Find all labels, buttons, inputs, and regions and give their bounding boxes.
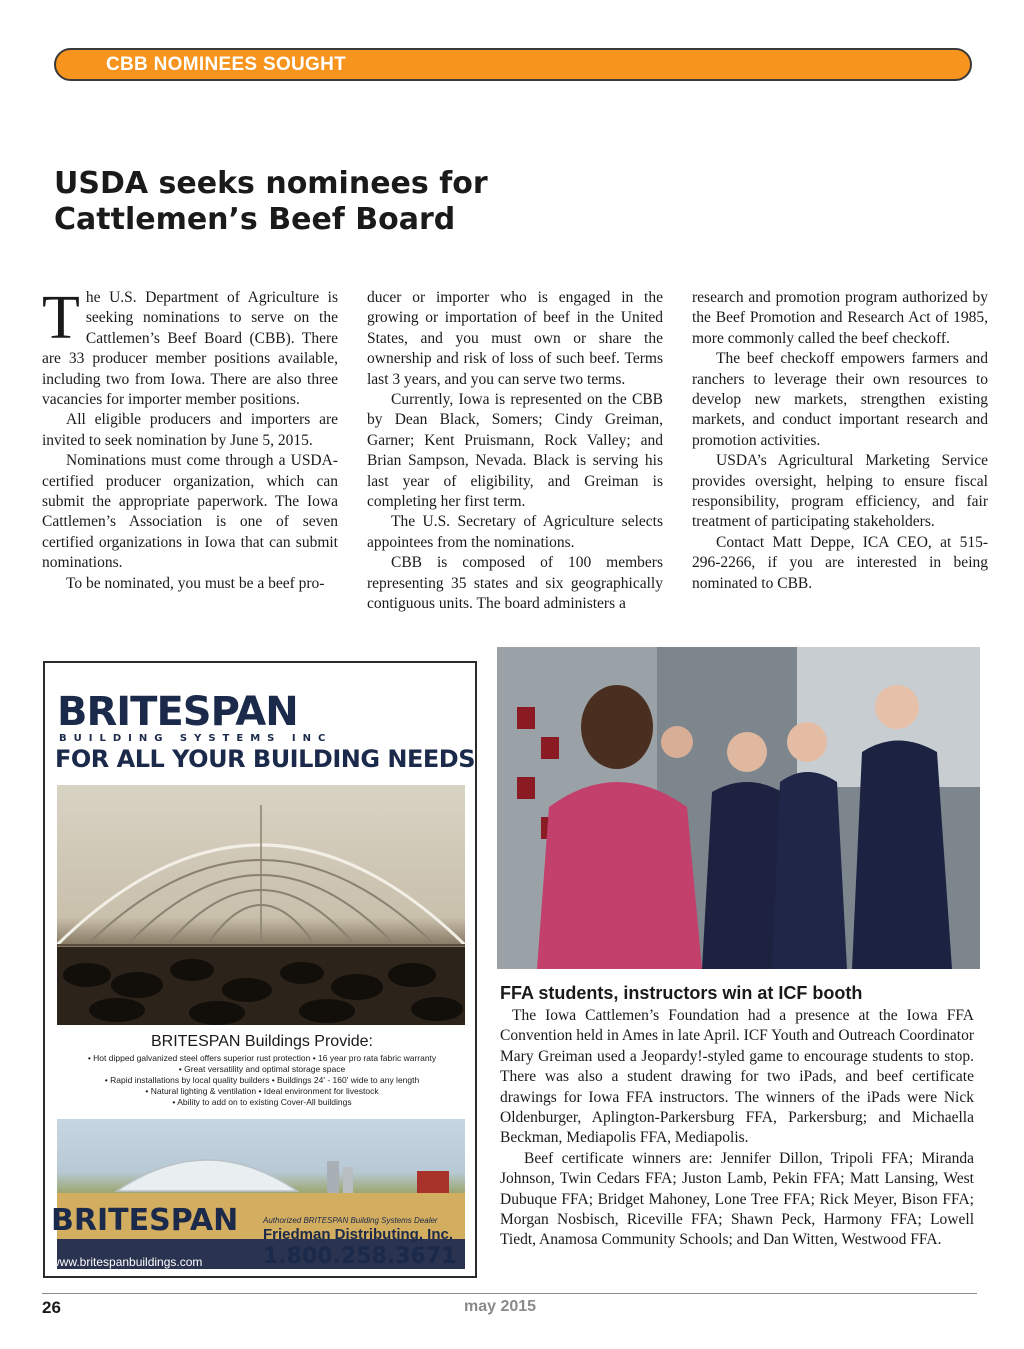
- sidebar-title: FFA students, instructors win at ICF booth: [500, 983, 863, 1003]
- article-paragraph: ducer or importer who is engaged in the growing or importation of beef in the United States, and you must own or share the ownership and risk of loss of such beef. Terms last 3 years, and you can serve two terms.: [367, 289, 663, 388]
- ad-tagline: FOR ALL YOUR BUILDING NEEDS: [55, 745, 475, 773]
- headline-line-1: USDA seeks nominees for: [54, 166, 488, 201]
- section-banner: [54, 48, 972, 81]
- barn-interior-illustration: [57, 785, 465, 1025]
- article-paragraph: [42, 284, 338, 410]
- ffa-students-illustration: [497, 647, 980, 969]
- dealer-name: Friedman Distributing, Inc.: [263, 1226, 454, 1243]
- sidebar-paragraph: The Iowa Cattlemen’s Foundation had a presence at the Iowa FFA Convention held in Ames in late April. ICF Youth and Outreach Coordinator Mary Greiman used a Jeopardy!-styled game to encourage students to stop. There was also a student drawing for two iPads, and beef certificate drawings for Iowa FFA instructors. The winners of the iPads were Nick Oldenburger, Aplington-Parkersburg FFA, Parkersburg; and Michaella Beckman, Mediapolis FFA, Mediapolis.: [500, 1007, 974, 1147]
- section-banner-label: CBB NOMINEES SOUGHT: [106, 54, 347, 75]
- ad-feature-line: • Natural lighting & ventilation • Ideal environment for livestock: [145, 1086, 379, 1096]
- article-paragraph: To be nominated, you must be a beef pro-: [66, 574, 325, 592]
- article-column-3: [692, 288, 988, 594]
- article-paragraph: Nominations must come through a USDA-certified producer organization, which can submit the appropriate paperwork. The Iowa Cattlemen’s Association is one of seven certified organizations in Iowa that can submit nominations.: [42, 452, 338, 572]
- article-paragraph: The U.S. Secretary of Agriculture selects appointees from the nominations.: [367, 513, 663, 551]
- article-paragraph: The beef checkoff empowers farmers and ranchers to leverage their own resources to develop new markets, strengthen existing markets, and conduct important research and promotion activities.: [692, 350, 988, 449]
- ad-feature-line: • Great versatility and optimal storage space: [178, 1064, 346, 1074]
- ad-features-title: BRITESPAN Buildings Provide:: [150, 1033, 373, 1050]
- drop-cap: T: [42, 284, 80, 352]
- ffa-booth-photo: [497, 647, 980, 969]
- barn-interior-photo: [57, 785, 465, 1025]
- article-column-2: [367, 288, 663, 615]
- article-headline: [54, 166, 614, 238]
- page-number: 26: [42, 1298, 61, 1317]
- ad-feature-line: • Hot dipped galvanized steel offers superior rust protection • 16 year pro rata fabric warranty: [87, 1053, 437, 1063]
- footer-divider: [42, 1293, 977, 1294]
- headline-line-2: Cattlemen’s Beef Board: [54, 202, 456, 237]
- ad-feature-line: • Rapid installations by local quality builders • Buildings 24' - 160' wide to any length: [104, 1075, 420, 1085]
- ad-feature-line: • Ability to add on to existing Cover-All buildings: [172, 1097, 352, 1107]
- article-paragraph: Contact Matt Deppe, ICA CEO, at 515-296-2266, if you are interested in being nominated to CBB.: [692, 533, 988, 592]
- article-paragraph: All eligible producers and importers are invited to seek nomination by June 5, 2015.: [42, 411, 338, 449]
- article-paragraph: CBB is composed of 100 members representing 35 states and six geographically contiguous units. The board administers a: [367, 554, 663, 613]
- ad-features-list: [53, 1053, 471, 1108]
- ad-phone-number[interactable]: 1.800.258.3671: [263, 1244, 457, 1269]
- sidebar-paragraph: Beef certificate winners are: Jennifer Dillon, Tripoli FFA; Miranda Johnson, Twin Cedars FFA; Juston Lamb, Pekin FFA; Matt Lansing, West Dubuque FFA; Bridget Mahoney, Lone Tree FFA; Rick Meyer, Bison FFA; Morgan Nosbisch, Riceville FFA; Shawn Peck, Harmony FFA; Lowell Tiedt, Anamosa Community Schools; and Dan Witten, Westwood FFA.: [500, 1149, 974, 1249]
- article-column-1: [42, 284, 338, 594]
- britespan-logo-bottom: BRITESPAN: [51, 1203, 239, 1238]
- britespan-logo: BRITESPAN: [57, 689, 298, 735]
- paragraph-text: he U.S. Department of Agriculture is seeking nominations to serve on the Cattlemen’s Beef Board (CBB). There are 33 producer member positions available, including two from Iowa. There are also three vacancies for importer member positions.: [42, 289, 338, 409]
- issue-date: may 2015: [464, 1298, 537, 1315]
- ad-website-link[interactable]: www.britespanbuildings.com: [51, 1255, 203, 1269]
- article-paragraph: Currently, Iowa is represented on the CBB by Dean Black, Somers; Cindy Greiman, Garner; Kent Pruismann, Rock Valley; and Brian Sampson, Nevada. Black is serving his last year of eligibility, and Greiman is completing her first term.: [367, 391, 663, 511]
- britespan-logo-subtitle: BUILDING SYSTEMS INC: [59, 733, 333, 744]
- dealer-label: Authorized BRITESPAN Building Systems Dealer: [263, 1216, 438, 1225]
- article-paragraph: USDA’s Agricultural Marketing Service provides oversight, helping to ensure fiscal responsibility, program efficiency, and fair treatment of participating stakeholders.: [692, 452, 988, 531]
- sidebar-body: [500, 1006, 974, 1251]
- article-paragraph: research and promotion program authorized by the Beef Promotion and Research Act of 1985, more commonly called the beef checkoff.: [692, 289, 988, 347]
- britespan-advertisement[interactable]: [43, 661, 477, 1278]
